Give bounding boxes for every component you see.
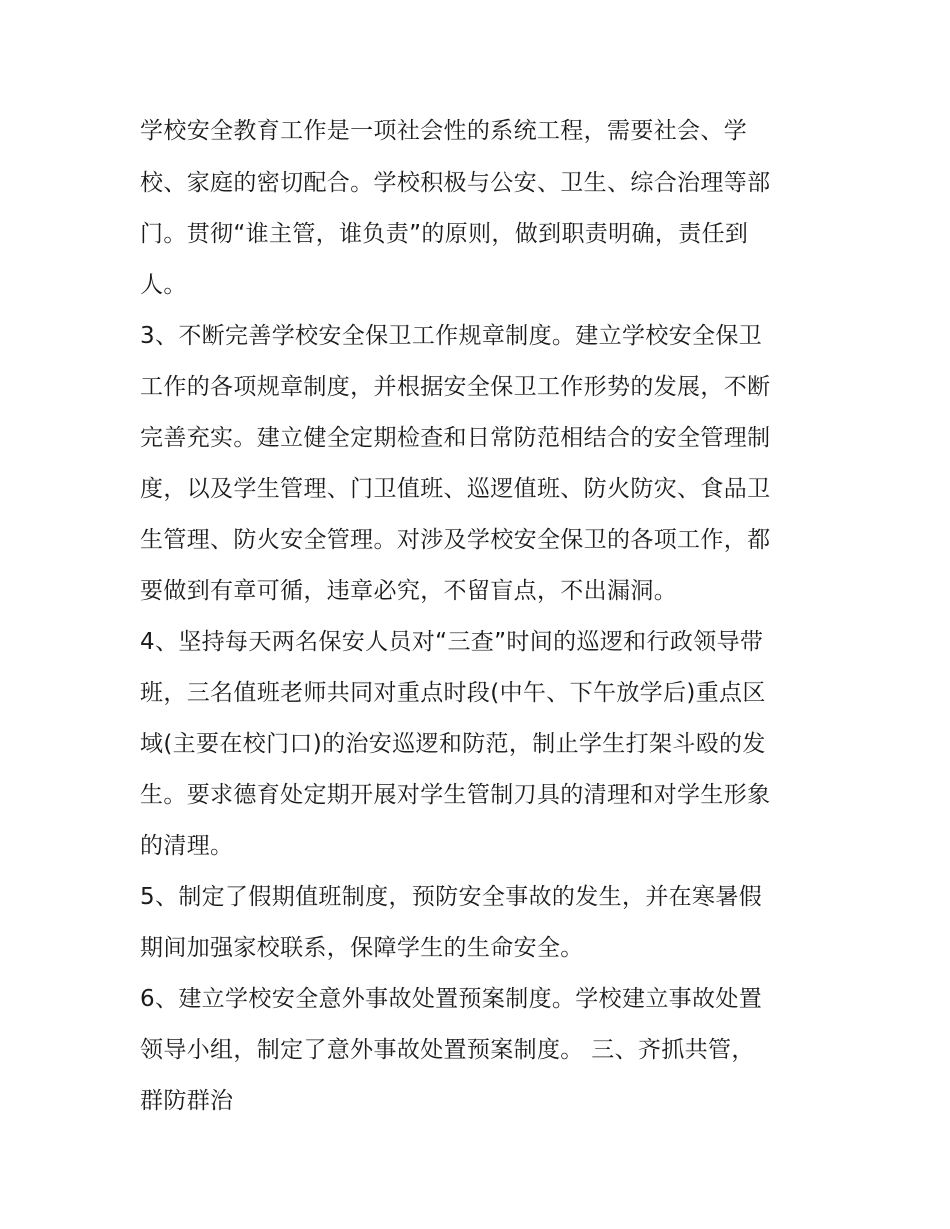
text-line: 生。要求德育处定期开展对学生管制刀具的清理和对学生形象	[140, 782, 771, 808]
text-line: 度，以及学生管理、门卫值班、巡逻值班、防火防灾、食品卫	[140, 476, 771, 502]
text-line: 生管理、防火安全管理。对涉及学校安全保卫的各项工作，都	[140, 527, 771, 553]
text-line: 门。贯彻“谁主管，谁负责”的原则，做到职责明确，责任到	[140, 221, 749, 247]
text-line: 领导小组，制定了意外事故处置预案制度。 三、齐抓共管，	[140, 1037, 755, 1063]
text-line: 6、建立学校安全意外事故处置预案制度。学校建立事故处置	[140, 986, 763, 1012]
text-line: 工作的各项规章制度，并根据安全保卫工作形势的发展，不断	[140, 374, 771, 400]
text-line: 期间加强家校联系，保障学生的生命安全。	[140, 935, 584, 961]
text-line: 人。	[140, 272, 187, 298]
text-line: 4、坚持每天两名保安人员对“三查”时间的巡逻和行政领导带	[140, 629, 764, 655]
text-line: 5、制定了假期值班制度，预防安全事故的发生，并在寒暑假	[140, 884, 763, 910]
text-line: 域(主要在校门口)的治安巡逻和防范，制止学生打架斗殴的发	[140, 731, 766, 757]
text-line: 的清理。	[140, 833, 234, 859]
text-line: 3、不断完善学校安全保卫工作规章制度。建立学校安全保卫	[140, 323, 763, 349]
text-line: 完善充实。建立健全定期检查和日常防范相结合的安全管理制	[140, 425, 771, 451]
text-line: 群防群治	[140, 1088, 234, 1114]
text-line: 要做到有章可循，违章必究，不留盲点，不出漏洞。	[140, 578, 678, 604]
text-line: 校、家庭的密切配合。学校积极与公安、卫生、综合治理等部	[140, 170, 771, 196]
text-line: 班，三名值班老师共同对重点时段(中午、下午放学后)重点区	[140, 680, 766, 706]
text-line: 学校安全教育工作是一项社会性的系统工程，需要社会、学	[140, 118, 748, 144]
